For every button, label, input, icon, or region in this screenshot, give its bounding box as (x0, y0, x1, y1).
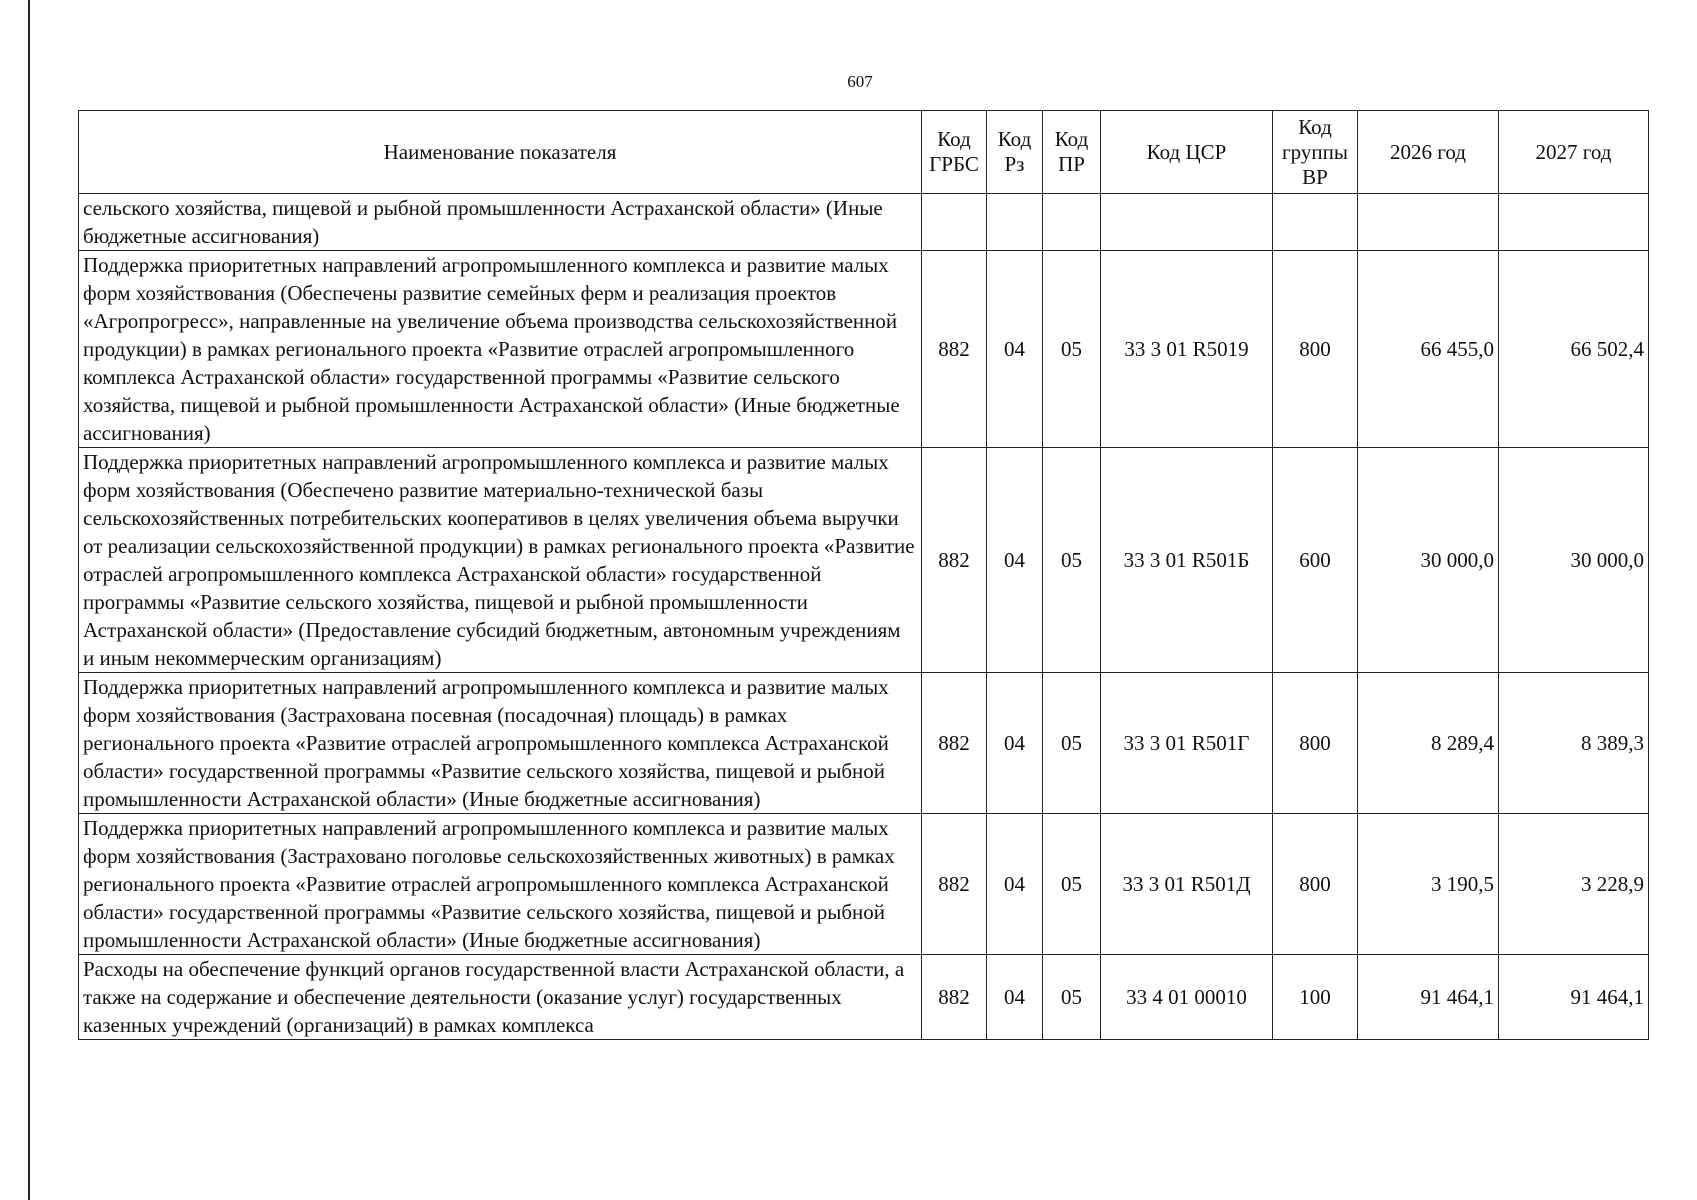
row-rz: 04 (987, 814, 1043, 955)
row-2026: 66 455,0 (1358, 251, 1499, 448)
row-2027: 66 502,4 (1499, 251, 1649, 448)
page-number: 607 (847, 72, 873, 91)
row-name: сельского хозяйства, пищевой и рыбной промышленности Астраханской области» (Иные бюджетные ассигнования) (79, 194, 922, 251)
row-grbs: 882 (922, 955, 987, 1040)
table-row (79, 673, 1649, 814)
row-2026: 8 289,4 (1358, 673, 1499, 814)
table-row (79, 814, 1649, 955)
row-name: Поддержка приоритетных направлений агропромышленного комплекса и развитие малых форм хозяйствования (Застраховано поголовье сельскохозяйственных животных) в рамках регионального проекта «Развитие отраслей агропромышленного комплекса Астраханской области» государственной программы «Развитие сельского хозяйства, пищевой и рыбной промышленности Астраханской области» (Иные бюджетные ассигнования) (79, 814, 922, 955)
row-grbs: 882 (922, 814, 987, 955)
row-2027: 3 228,9 (1499, 814, 1649, 955)
header-csr: Код ЦСР (1101, 111, 1273, 194)
row-pr: 05 (1043, 448, 1101, 673)
row-2026: 91 464,1 (1358, 955, 1499, 1040)
row-2027: 30 000,0 (1499, 448, 1649, 673)
row-vr (1273, 194, 1358, 251)
table-row (79, 448, 1649, 673)
row-grbs (922, 194, 987, 251)
table-row (79, 194, 1649, 251)
row-pr: 05 (1043, 251, 1101, 448)
row-name: Поддержка приоритетных направлений агропромышленного комплекса и развитие малых форм хозяйствования (Обеспечены развитие семейных ферм и реализация проектов «Агропрогресс», направленные на увеличение объема производства сельскохозяйственной продукции) в рамках регионального проекта «Развитие отраслей агропромышленного комплекса Астраханской области» государственной программы «Развитие сельского хозяйства, пищевой и рыбной промышленности Астраханской области» (Иные бюджетные ассигнования) (79, 251, 922, 448)
header-vr: Код группы ВР (1273, 111, 1358, 194)
row-csr (1101, 194, 1273, 251)
table-row (79, 955, 1649, 1040)
row-2026: 30 000,0 (1358, 448, 1499, 673)
row-grbs: 882 (922, 251, 987, 448)
table-row (79, 251, 1649, 448)
row-rz: 04 (987, 251, 1043, 448)
row-rz: 04 (987, 673, 1043, 814)
binding-margin-line (28, 0, 30, 1200)
row-name: Поддержка приоритетных направлений агропромышленного комплекса и развитие малых форм хозяйствования (Застрахована посевная (посадочная) площадь) в рамках регионального проекта «Развитие отраслей агропромышленного комплекса Астраханской области» государственной программы «Развитие сельского хозяйства, пищевой и рыбной промышленности Астраханской области» (Иные бюджетные ассигнования) (79, 673, 922, 814)
row-2027: 8 389,3 (1499, 673, 1649, 814)
row-2026: 3 190,5 (1358, 814, 1499, 955)
row-vr: 800 (1273, 251, 1358, 448)
table-header-row (79, 111, 1649, 194)
row-name: Поддержка приоритетных направлений агропромышленного комплекса и развитие малых форм хозяйствования (Обеспечено развитие материально-технической базы сельскохозяйственных потребительских кооперативов в целях увеличения объема выручки от реализации сельскохозяйственной продукции) в рамках регионального проекта «Развитие отраслей агропромышленного комплекса Астраханской области» государственной программы «Развитие сельского хозяйства, пищевой и рыбной промышленности Астраханской области» (Предоставление субсидий бюджетным, автономным учреждениям и иным некоммерческим организациям) (79, 448, 922, 673)
header-2027: 2027 год (1499, 111, 1649, 194)
row-vr: 600 (1273, 448, 1358, 673)
header-rz: Код Рз (987, 111, 1043, 194)
row-vr: 800 (1273, 673, 1358, 814)
header-name: Наименование показателя (79, 111, 922, 194)
row-2027: 91 464,1 (1499, 955, 1649, 1040)
header-grbs: Код ГРБС (922, 111, 987, 194)
row-2026 (1358, 194, 1499, 251)
row-csr: 33 3 01 R501Б (1101, 448, 1273, 673)
row-vr: 800 (1273, 814, 1358, 955)
row-pr: 05 (1043, 814, 1101, 955)
row-pr (1043, 194, 1101, 251)
row-name: Расходы на обеспечение функций органов государственной власти Астраханской области, а также на содержание и обеспечение деятельности (оказание услуг) государственных казенных учреждений (организаций) в рамках комплекса (79, 955, 922, 1040)
row-2027 (1499, 194, 1649, 251)
row-rz: 04 (987, 955, 1043, 1040)
row-rz: 04 (987, 448, 1043, 673)
row-csr: 33 3 01 R5019 (1101, 251, 1273, 448)
row-grbs: 882 (922, 448, 987, 673)
row-vr: 100 (1273, 955, 1358, 1040)
row-csr: 33 3 01 R501Г (1101, 673, 1273, 814)
header-2026: 2026 год (1358, 111, 1499, 194)
header-pr: Код ПР (1043, 111, 1101, 194)
row-grbs: 882 (922, 673, 987, 814)
row-pr: 05 (1043, 955, 1101, 1040)
row-pr: 05 (1043, 673, 1101, 814)
row-rz (987, 194, 1043, 251)
budget-table (78, 110, 1649, 1040)
row-csr: 33 3 01 R501Д (1101, 814, 1273, 955)
row-csr: 33 4 01 00010 (1101, 955, 1273, 1040)
